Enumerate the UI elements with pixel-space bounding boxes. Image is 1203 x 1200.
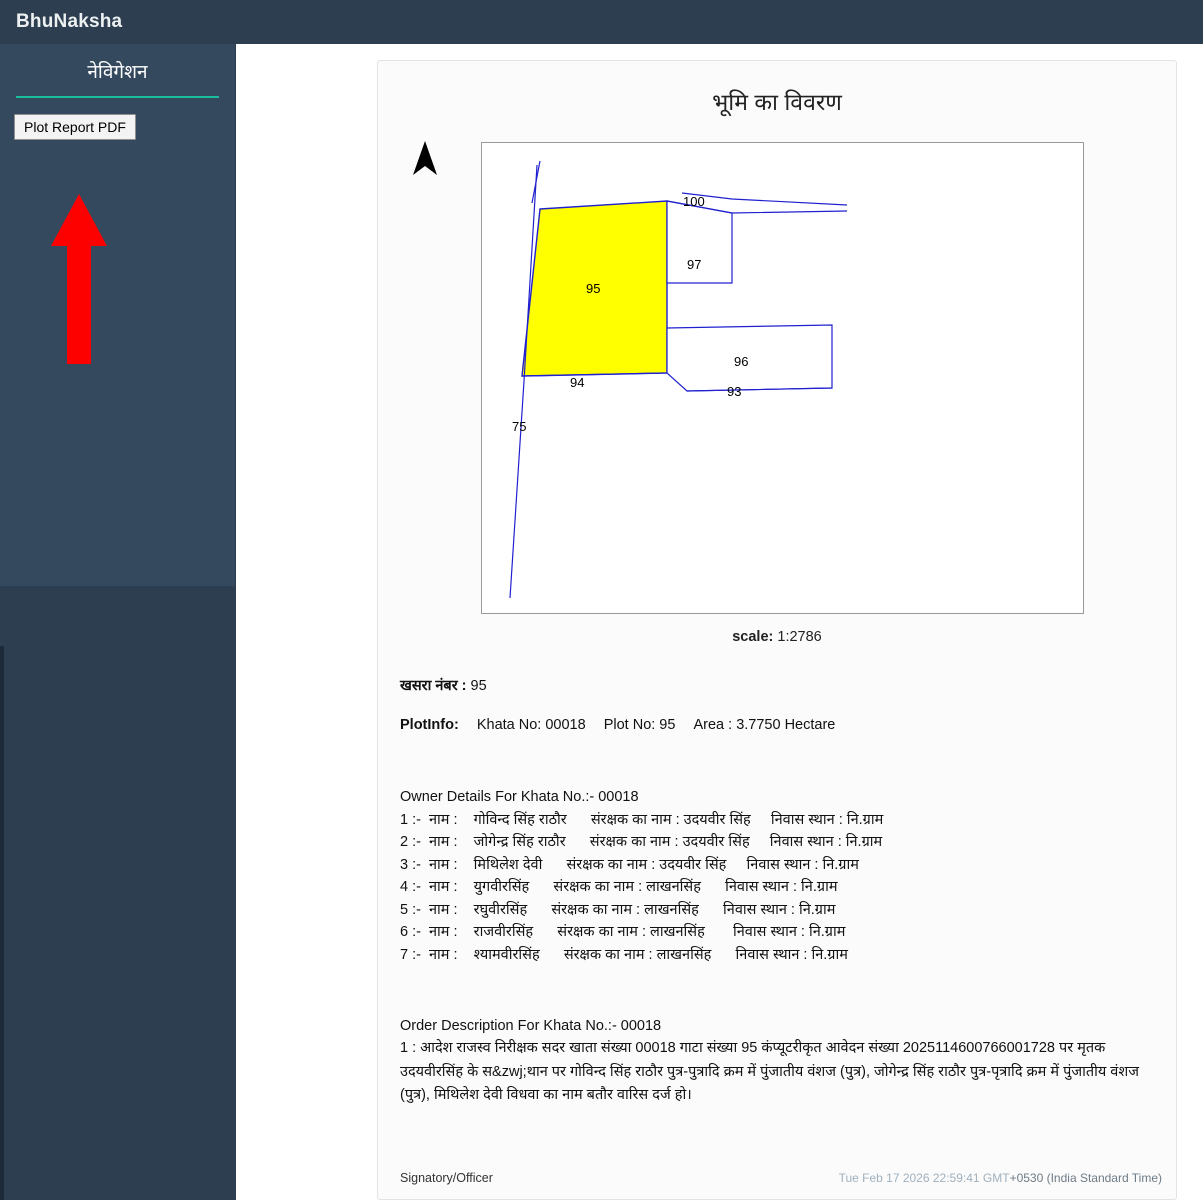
owner-row: 5 :- नाम : रघुवीरसिंह संरक्षक का नाम : लाखनसिंह निवास स्थान : नि.ग्राम	[400, 901, 836, 918]
scale-value: 1:2786	[777, 629, 822, 645]
owner-row: 6 :- नाम : राजवीरसिंह संरक्षक का नाम : लाखनसिंह निवास स्थान : नि.ग्राम	[400, 924, 846, 941]
sidebar	[0, 44, 236, 586]
owner-row: 2 :- नाम : जोगेन्द्र सिंह राठौर संरक्षक का नाम : उदयवीर सिंह निवास स्थान : नि.ग्राम	[400, 834, 883, 851]
order-description-text: 1 : आदेश राजस्व निरीक्षक सदर खाता संख्या 00018 गाटा संख्या 95 कंप्यूटरीकृत आवेदन संख्या 2025114600766001728 पर मृतक उदयवीरसिंह के स&zwj;थान पर गोविन्द सिंह राठौर पुत्र-पुत्रादि क्रम में पुंजातीय वंशज (पुत्र), जोगेन्द्र सिंह राठौर पुत्र-पृत्रादि क्रम में पुंजातीय वंशज (पुत्र), मिथिलेश देवी विधवा का नाम बतौर वारिस दर्ज हो।	[400, 1040, 1139, 1104]
app-brand: BhuNaksha	[16, 11, 123, 32]
map-label-97: 97	[687, 257, 702, 272]
owner-row: 3 :- नाम : मिथिलेश देवी संरक्षक का नाम : उदयवीर सिंह निवास स्थान : नि.ग्राम	[400, 856, 859, 873]
plot-geometry	[482, 143, 1083, 613]
khata-no: Khata No: 00018	[476, 717, 586, 733]
khasra-row	[400, 675, 1154, 695]
scale-row	[378, 629, 1176, 645]
sidebar-divider	[16, 96, 219, 98]
top-bar	[0, 0, 1203, 44]
khasra-label: खसरा नंबर :	[400, 678, 467, 694]
sidebar-nav-title: नेविगेशन	[87, 62, 148, 83]
map-label-75: 75	[512, 419, 527, 434]
owner-row: 1 :- नाम : गोविन्द सिंह राठौर संरक्षक का नाम : उदयवीर सिंह निवास स्थान : नि.ग्राम	[400, 812, 884, 828]
map-label-94: 94	[570, 375, 585, 390]
red-up-arrow-icon	[51, 194, 107, 364]
map-label-95: 95	[586, 281, 601, 296]
plotinfo-row	[400, 717, 1154, 733]
owner-row: 4 :- नाम : युगवीरसिंह संरक्षक का नाम : लाखनसिंह निवास स्थान : नि.ग्राम	[400, 879, 838, 896]
timestamp-faint: Tue Feb 17 2026 22:59:41 GMT	[838, 1171, 1010, 1185]
map-label-93: 93	[727, 384, 742, 399]
owner-row: 7 :- नाम : श्यामवीरसिंह संरक्षक का नाम : लाखनसिंह निवास स्थान : नि.ग्राम	[400, 946, 848, 963]
content-area	[236, 44, 1203, 1200]
map-label-100: 100	[683, 194, 705, 209]
timestamp	[839, 1171, 1162, 1185]
cadastral-map[interactable]	[481, 142, 1084, 614]
order-description-heading: Order Description For Khata No.:- 00018	[400, 1018, 662, 1035]
plot-75-boundary-2	[532, 161, 540, 203]
plot-96-shape[interactable]	[667, 325, 832, 391]
timestamp-zone: +0530 (India Standard Time)	[1009, 1171, 1162, 1185]
north-arrow-icon	[410, 139, 440, 179]
map-area	[378, 127, 1178, 627]
plot-report-pdf-button[interactable]: Plot Report PDF	[14, 114, 136, 140]
plot-area: Area : 3.7750 Hectare	[693, 717, 836, 733]
land-detail-card	[377, 60, 1177, 1200]
info-block	[378, 645, 1176, 1108]
plotinfo-label: PlotInfo:	[400, 717, 459, 733]
signatory-label: Signatory/Officer	[400, 1171, 493, 1185]
sidebar-lower-panel	[0, 586, 236, 1200]
plot-75-boundary	[510, 165, 537, 598]
owner-details-heading: Owner Details For Khata No.:- 00018	[400, 789, 639, 805]
plot-no: Plot No: 95	[603, 717, 676, 733]
plot-100-boundary-2	[682, 193, 847, 205]
khasra-value: 95	[470, 678, 487, 694]
page-title: भूमि का विवरण	[712, 89, 842, 115]
map-label-96: 96	[734, 354, 749, 369]
scale-label: scale:	[732, 629, 774, 645]
report-footer	[400, 1171, 1162, 1185]
